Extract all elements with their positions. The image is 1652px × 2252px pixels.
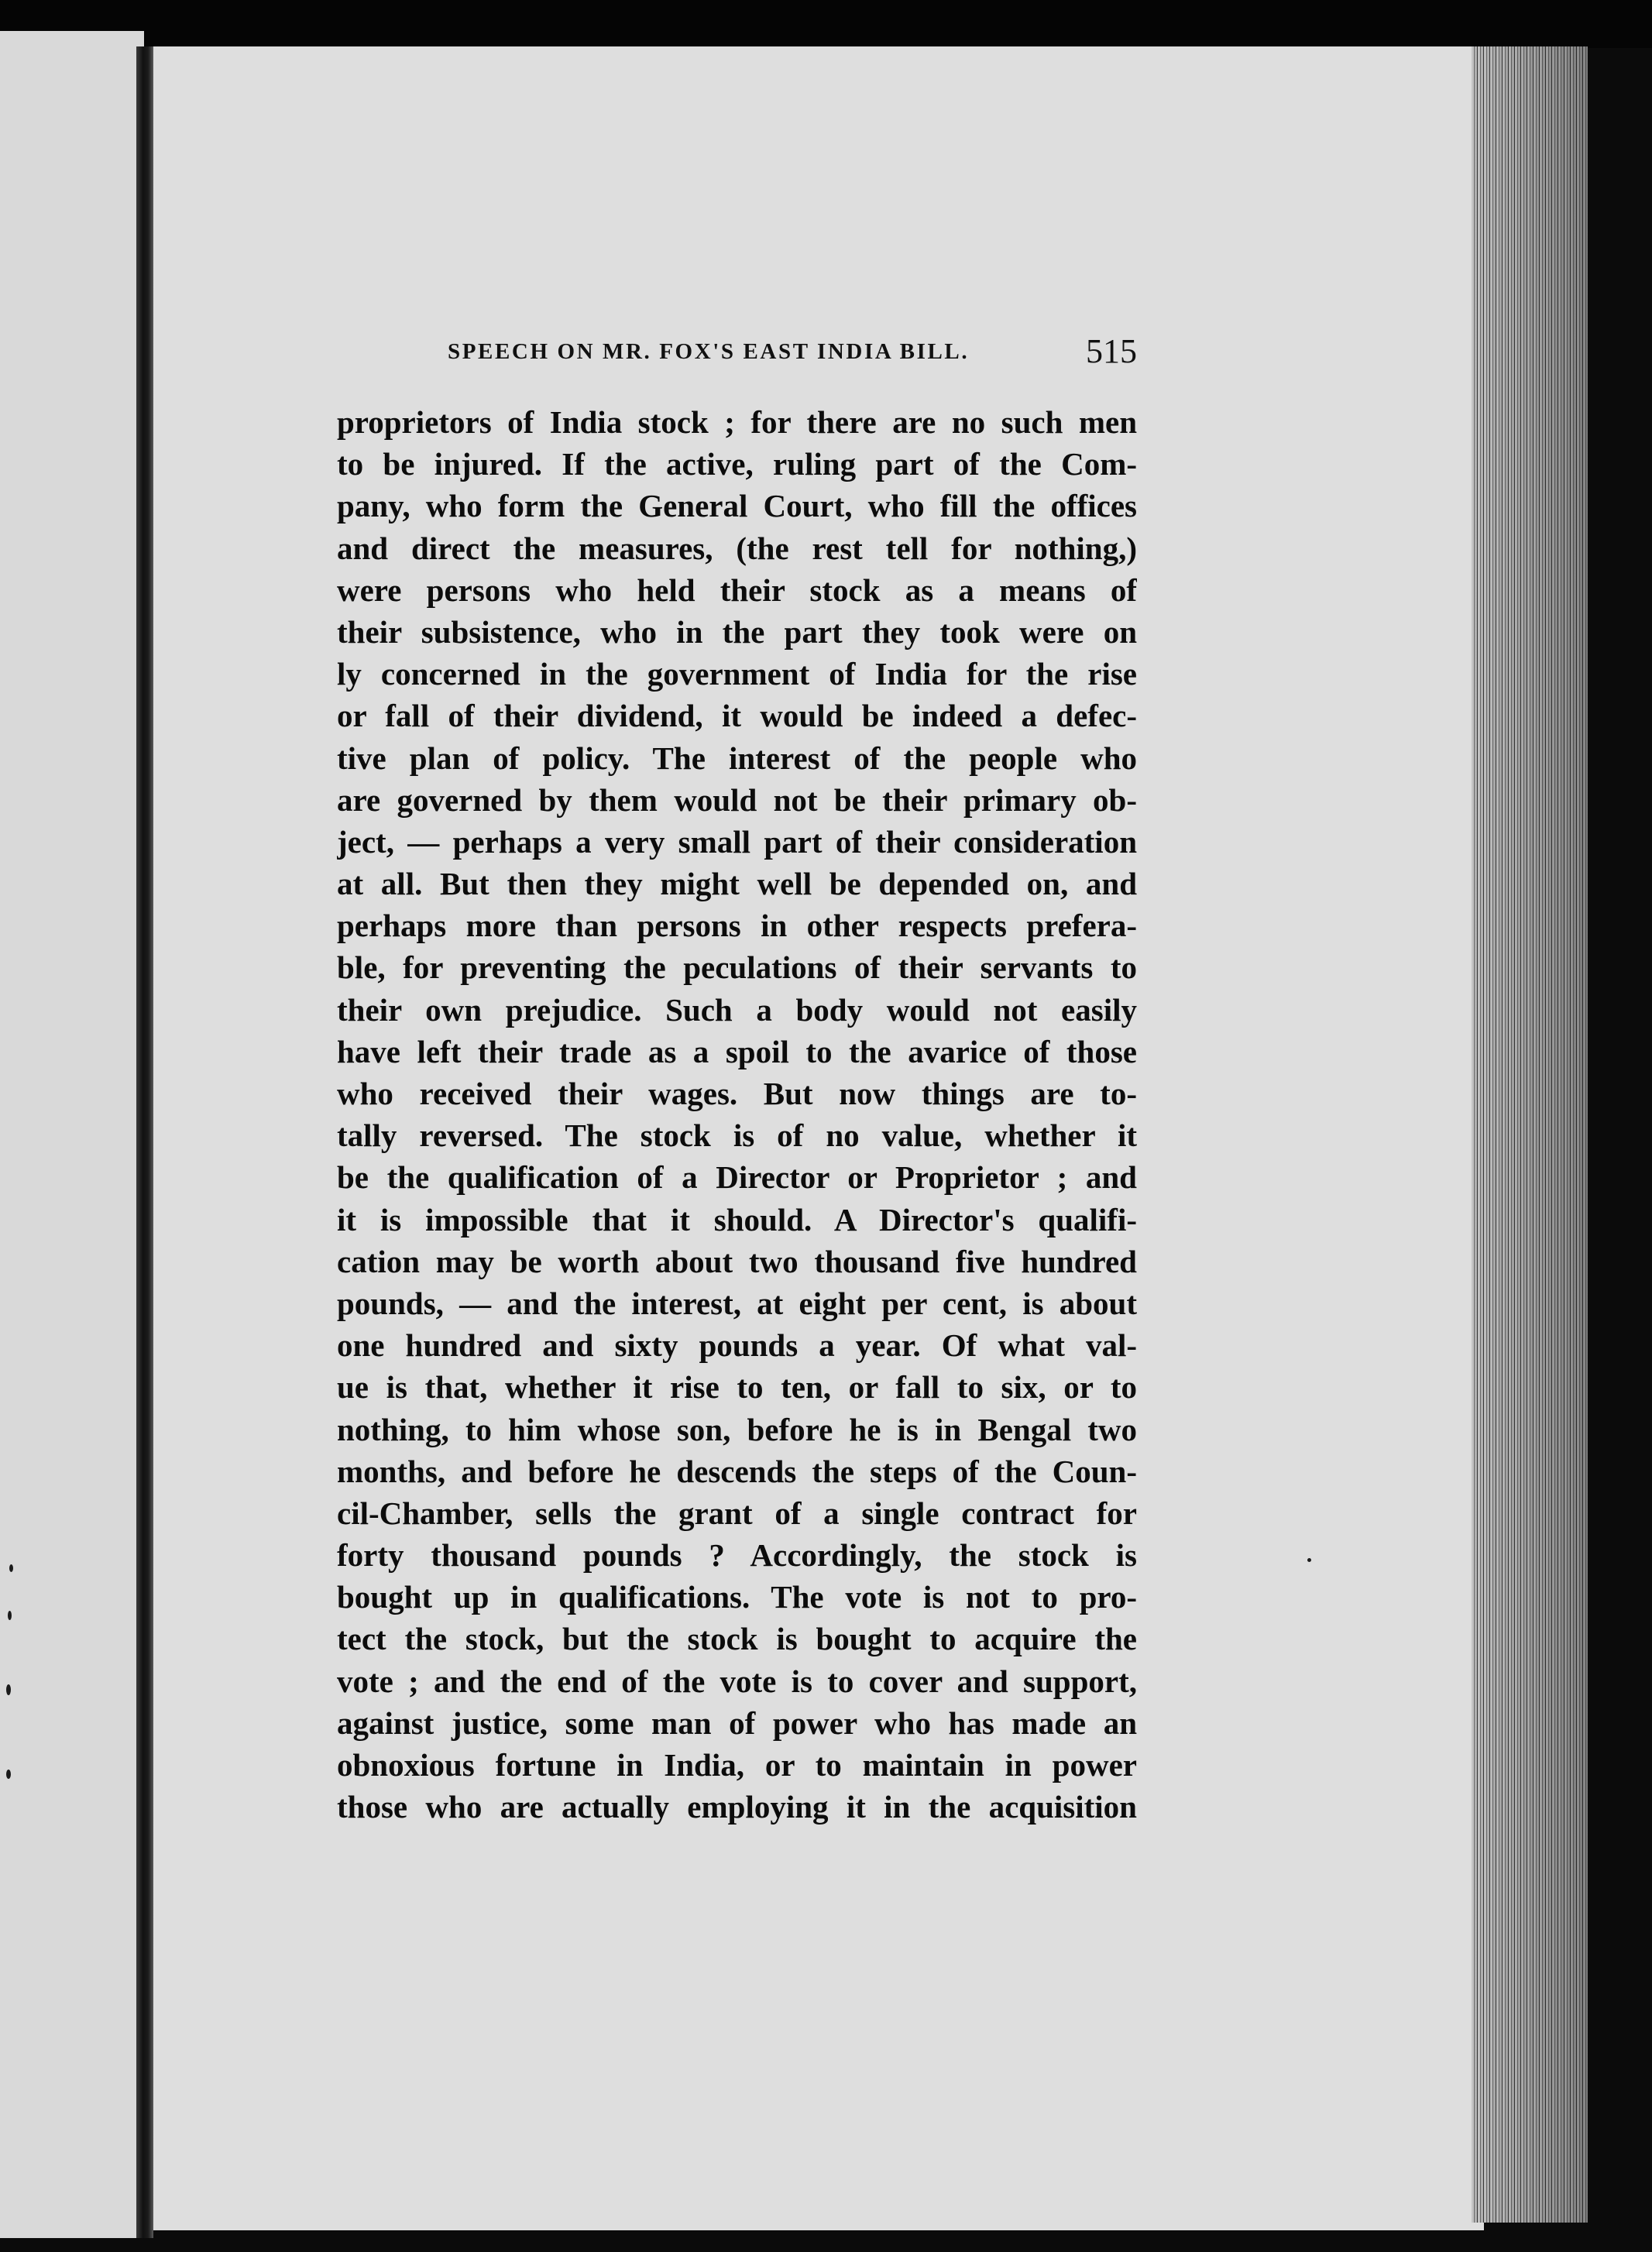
text-line: be the qualification of a Director or Proprietor ; and (337, 1159, 1137, 1196)
text-line: and direct the measures, (the rest tell for nothing,) (337, 530, 1137, 566)
text-line: perhaps more than persons in other respects prefera- (337, 908, 1137, 944)
text-line: have left their trade as a spoil to the avarice of those (337, 1033, 1137, 1069)
text-line: against justice, some man of power who has made an (337, 1704, 1137, 1741)
text-line: vote ; and the end of the vote is to cover and support, (337, 1663, 1137, 1699)
margin-speck (6, 1770, 11, 1779)
text-line: who received their wages. But now things are to- (337, 1076, 1137, 1111)
text-line: their subsistence, who in the part they took were on (337, 613, 1137, 650)
running-head (448, 331, 1137, 378)
text-line: to be injured. If the active, ruling part of the Com- (337, 446, 1137, 482)
text-line: forty thousand pounds ? Accordingly, the stock is (337, 1537, 1137, 1574)
text-line: or fall of their dividend, it would be indeed a defec- (337, 698, 1137, 734)
text-line: tive plan of policy. The interest of the people who (337, 740, 1137, 776)
margin-speck (8, 1611, 12, 1620)
text-line: tect the stock, but the stock is bought to acquire the (337, 1621, 1137, 1657)
text-line: obnoxious fortune in India, or to maintain in power (337, 1747, 1137, 1783)
text-line: one hundred and sixty pounds a year. Of what val- (337, 1327, 1137, 1364)
book-gutter (136, 46, 153, 2238)
text-line: pany, who form the General Court, who fill the offices (337, 488, 1137, 524)
text-line: it is impossible that it should. A Director's qualifi- (337, 1201, 1137, 1238)
margin-speck (1307, 1558, 1311, 1562)
text-line: nothing, to him whose son, before he is in Bengal two (337, 1411, 1137, 1447)
page-number: 515 (1086, 332, 1137, 370)
text-line: tally reversed. The stock is of no value, whether it (337, 1117, 1137, 1154)
text-line: cation may be worth about two thousand five hundred (337, 1243, 1137, 1279)
text-line: ble, for preventing the peculations of their servants to (337, 949, 1137, 986)
running-head-title: SPEECH ON MR. FOX'S EAST INDIA BILL. (448, 339, 970, 364)
scan-top-border (0, 0, 1652, 48)
body-text (337, 401, 1137, 1828)
text-line: were persons who held their stock as a means of (337, 572, 1137, 608)
text-line: ly concerned in the government of India for the rise (337, 656, 1137, 692)
margin-speck (6, 1684, 11, 1695)
facing-page-edge (0, 31, 144, 2238)
text-line: pounds, — and the interest, at eight per cent, is about (337, 1285, 1137, 1321)
text-line: are governed by them would not be their primary ob- (337, 781, 1137, 818)
text-line: those who are actually employing it in the acquisition (337, 1789, 1137, 1825)
text-line: cil-Chamber, sells the grant of a single contract for (337, 1495, 1137, 1531)
text-line: at all. But then they might well be depended on, and (337, 866, 1137, 902)
text-line: ject, — perhaps a very small part of their consideration (337, 823, 1137, 860)
text-line: ue is that, whether it rise to ten, or fall to six, or to (337, 1369, 1137, 1406)
text-line: proprietors of India stock ; for there are no such men (337, 404, 1137, 440)
page-stack-shadow (1472, 46, 1588, 2223)
text-line: bought up in qualifications. The vote is not to pro- (337, 1579, 1137, 1615)
text-line: months, and before he descends the steps of the Coun- (337, 1453, 1137, 1489)
margin-speck (9, 1564, 13, 1572)
text-line: their own prejudice. Such a body would not easily (337, 991, 1137, 1028)
